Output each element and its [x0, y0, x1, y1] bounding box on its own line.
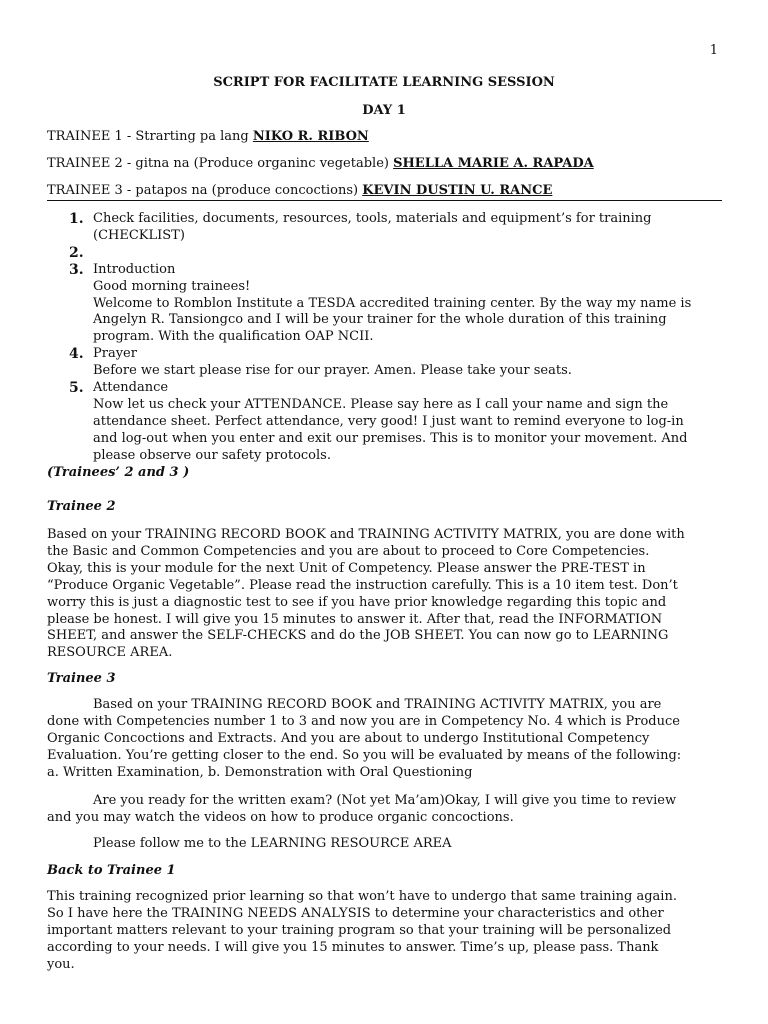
trainees-2-3-note: (Trainees’ 2 and 3 )	[47, 465, 190, 480]
step-number: 1.	[69, 211, 84, 227]
step-item	[47, 245, 727, 262]
step-number: 2.	[69, 244, 84, 261]
trainee-2-paragraph	[47, 527, 727, 662]
trainee-2-prefix: TRAINEE 2 - gitna na (Produce organinc vegetable)	[47, 156, 394, 171]
trainee-3-name: KEVIN DUSTIN U. RANCE	[362, 183, 553, 198]
step-line: Good morning trainees!	[93, 278, 251, 294]
step-line	[93, 245, 727, 262]
paragraph-line: worry this is just a diagnostic test to see if you have prior knowledge regarding this topic and	[47, 594, 667, 610]
paragraph-line: SHEET, and answer the SELF-CHECKS and do the JOB SHEET. You can now go to LEARNING	[47, 628, 669, 644]
step-line: please observe our safety protocols.	[93, 447, 331, 463]
step-item	[47, 211, 727, 245]
paragraph-line: you.	[47, 956, 75, 972]
paragraph-line: “Produce Organic Vegetable”. Please read the instruction carefully. This is a 10 item test. Don’t	[47, 577, 678, 593]
steps-list	[47, 211, 727, 465]
paragraph-line: Please follow me to the LEARNING RESOURCE AREA	[93, 836, 452, 851]
step-item	[47, 262, 727, 347]
paragraph-line: a. Written Examination, b. Demonstration with Oral Questioning	[47, 764, 473, 780]
paragraph-line: Evaluation. You’re getting closer to the end. So you will be evaluated by means of the following:	[47, 747, 682, 763]
step-item	[47, 380, 727, 465]
step-line: Attendance	[93, 380, 169, 396]
paragraph-line: So I have here the TRAINING NEEDS ANALYSIS to determine your characteristics and other	[47, 905, 664, 921]
step-line: Angelyn R. Tansiongco and I will be your trainer for the whole duration of this training	[93, 312, 667, 328]
step-item	[47, 346, 727, 380]
trainee-3-heading: Trainee 3	[47, 671, 116, 686]
back-to-trainee-1-heading: Back to Trainee 1	[47, 863, 176, 878]
trainee-3-prefix: TRAINEE 3 - patapos na (produce concoctions)	[47, 183, 363, 198]
step-line: Introduction	[93, 261, 176, 277]
step-line: program. With the qualification OAP NCII.	[93, 329, 374, 345]
document-title: SCRIPT FOR FACILITATE LEARNING SESSION	[213, 75, 555, 90]
step-number: 5.	[69, 380, 84, 397]
paragraph-line: and you may watch the videos on how to produce organic concoctions.	[47, 809, 514, 825]
step-line: attendance sheet. Perfect attendance, very good! I just want to remind everyone to log-in	[93, 413, 684, 429]
step-line: Welcome to Romblon Institute a TESDA accredited training center. By the way my name is	[93, 295, 692, 311]
paragraph-line: Based on your TRAINING RECORD BOOK and TRAINING ACTIVITY MATRIX, you are	[93, 697, 662, 712]
step-number: 3.	[69, 261, 84, 278]
trainee-1-prefix: TRAINEE 1 - Strarting pa lang	[47, 129, 253, 144]
paragraph-line: Are you ready for the written exam? (Not yet Ma’am)Okay, I will give you time to review	[93, 793, 677, 808]
step-line: Prayer	[93, 346, 137, 362]
step-line: Check facilities, documents, resources, tools, materials and equipment’s for training	[93, 211, 652, 226]
paragraph-line: RESOURCE AREA.	[47, 645, 173, 661]
trainee-2-heading: Trainee 2	[47, 499, 116, 514]
trainee-1-name: NIKO R. RIBON	[252, 129, 369, 144]
trainee-3-paragraph-1	[47, 697, 727, 782]
paragraph-line: Organic Concoctions and Extracts. And you are about to undergo Institutional Competency	[47, 730, 650, 746]
trainee-line-1	[47, 129, 369, 146]
paragraph-line: please be honest. I will give you 15 minutes to answer it. After that, read the INFORMATION	[47, 611, 663, 627]
paragraph-line: important matters relevant to your training program so that your training will be personalized	[47, 922, 672, 938]
step-number: 4.	[69, 346, 84, 363]
trainee-line-3	[47, 183, 552, 200]
paragraph-line: Okay, this is your module for the next Unit of Competency. Please answer the PRE-TEST in	[47, 560, 646, 576]
trainee-3-paragraph-3	[47, 836, 727, 853]
horizontal-rule	[47, 200, 722, 201]
paragraph-line: done with Competencies number 1 to 3 and now you are in Competency No. 4 which is Produce	[47, 713, 680, 729]
day-heading: DAY 1	[362, 103, 406, 118]
paragraph-line: Based on your TRAINING RECORD BOOK and TRAINING ACTIVITY MATRIX, you are done with	[47, 527, 685, 542]
back-to-trainee-1-paragraph	[47, 889, 727, 974]
page-number: 1	[709, 43, 718, 58]
trainee-line-2	[47, 156, 594, 173]
trainee-2-name: SHELLA MARIE A. RAPADA	[393, 156, 594, 171]
paragraph-line: the Basic and Common Competencies and you are about to proceed to Core Competencies.	[47, 543, 650, 559]
step-line: Now let us check your ATTENDANCE. Please say here as I call your name and sign the	[93, 396, 669, 412]
paragraph-line: according to your needs. I will give you 15 minutes to answer. Time’s up, please pass. Thank	[47, 939, 659, 955]
step-line: Before we start please rise for our prayer. Amen. Please take your seats.	[93, 363, 572, 379]
trainee-3-paragraph-2	[47, 793, 727, 827]
step-line: (CHECKLIST)	[93, 227, 185, 243]
paragraph-line: This training recognized prior learning so that won’t have to undergo that same training again.	[47, 889, 677, 904]
step-line: and log-out when you enter and exit our premises. This is to monitor your movement. And	[93, 430, 688, 446]
